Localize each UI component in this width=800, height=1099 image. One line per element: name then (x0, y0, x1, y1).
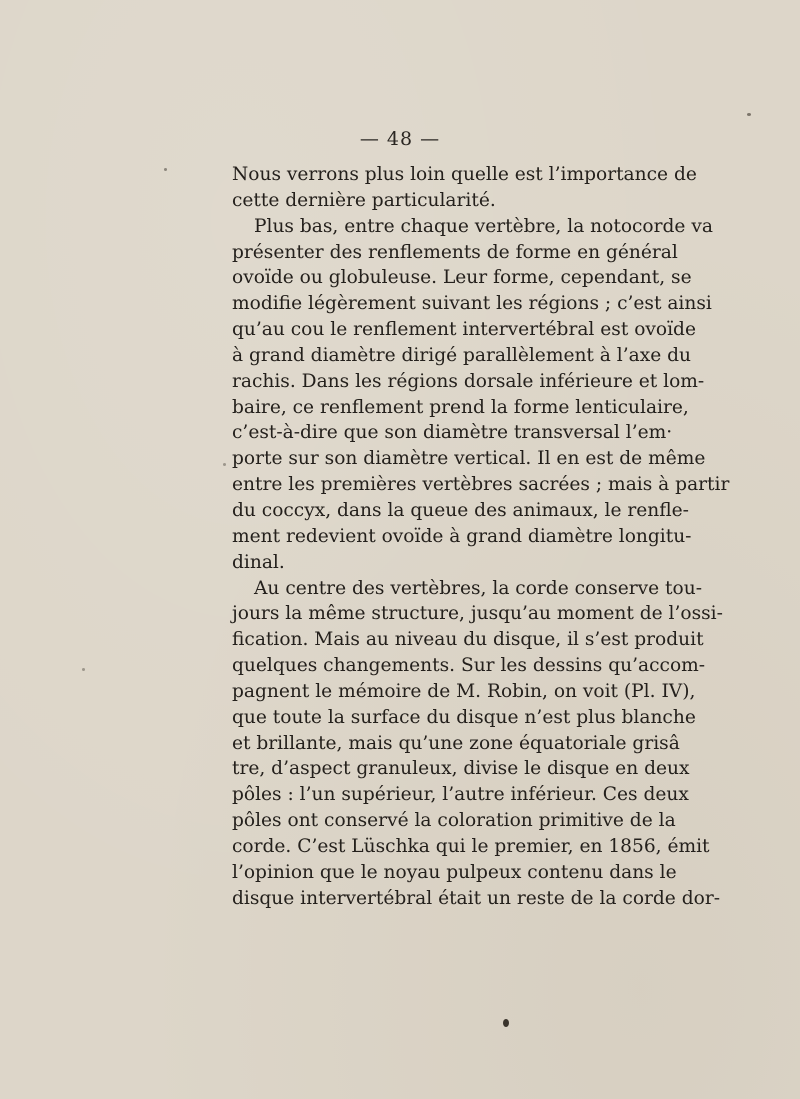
text-line: baire, ce renflement prend la forme lenticulaire, (232, 396, 689, 418)
text-line: corde. C’est Lüschka qui le premier, en 1856, émit (232, 835, 710, 857)
text-line: quelques changements. Sur les dessins qu’accom- (232, 655, 706, 677)
text-line: disque intervertébral était un reste de la corde dor- (232, 887, 720, 909)
text-line: l’opinion que le noyau pulpeux contenu dans le (232, 861, 677, 883)
text-line: qu’au cou le renflement intervertébral est ovoïde (232, 319, 696, 341)
text-line: Au centre des vertèbres, la corde conserve tou- (254, 577, 702, 599)
body-text (232, 162, 730, 911)
text-line: ovoïde ou globuleuse. Leur forme, cependant, se (232, 267, 692, 289)
text-line: tre, d’aspect granuleux, divise le disque en deux (232, 758, 690, 780)
text-line: pôles : l’un supérieur, l’autre inférieur. Ces deux (232, 784, 689, 806)
text-line: cette dernière particularité. (232, 189, 496, 211)
text-line: ment redevient ovoïde à grand diamètre longitu- (232, 525, 692, 547)
text-line: fication. Mais au niveau du disque, il s’est produit (232, 629, 704, 651)
text-line: modifie légèrement suivant les régions ; c’est ainsi (232, 293, 712, 315)
text-line: à grand diamètre dirigé parallèlement à l’axe du (232, 344, 692, 366)
text-line: dinal. (232, 551, 285, 573)
text-line: que toute la surface du disque n’est plus blanche (232, 706, 696, 728)
ink-speck (82, 668, 85, 671)
text-line: jours la même structure, jusqu’au moment de l’ossi- (232, 603, 723, 625)
page-number: — 48 — (359, 128, 441, 150)
text-line: c’est-à-dire que son diamètre transversal l’em· (232, 422, 673, 444)
text-line: et brillante, mais qu’une zone équatoriale grisâ (232, 732, 680, 754)
text-line: Nous verrons plus loin quelle est l’importance de (232, 164, 697, 185)
text-line: porte sur son diamètre vertical. Il en est de même (232, 448, 706, 470)
text-line: du coccyx, dans la queue des animaux, le renfle- (232, 499, 689, 521)
text-line: pôles ont conservé la coloration primitive de la (232, 810, 676, 832)
text-line: présenter des renflements de forme en général (232, 241, 678, 263)
text-line: entre les premières vertèbres sacrées ; mais à partir (232, 474, 730, 496)
text-line: rachis. Dans les régions dorsale inférieure et lom- (232, 370, 705, 392)
text-line: pagnent le mémoire de M. Robin, on voit (Pl. IV), (232, 680, 696, 702)
ink-speck (503, 1019, 509, 1027)
ink-speck (164, 168, 167, 171)
text-line: Plus bas, entre chaque vertèbre, la notocorde va (254, 215, 713, 237)
ink-speck (223, 463, 226, 466)
ink-speck (747, 113, 751, 116)
